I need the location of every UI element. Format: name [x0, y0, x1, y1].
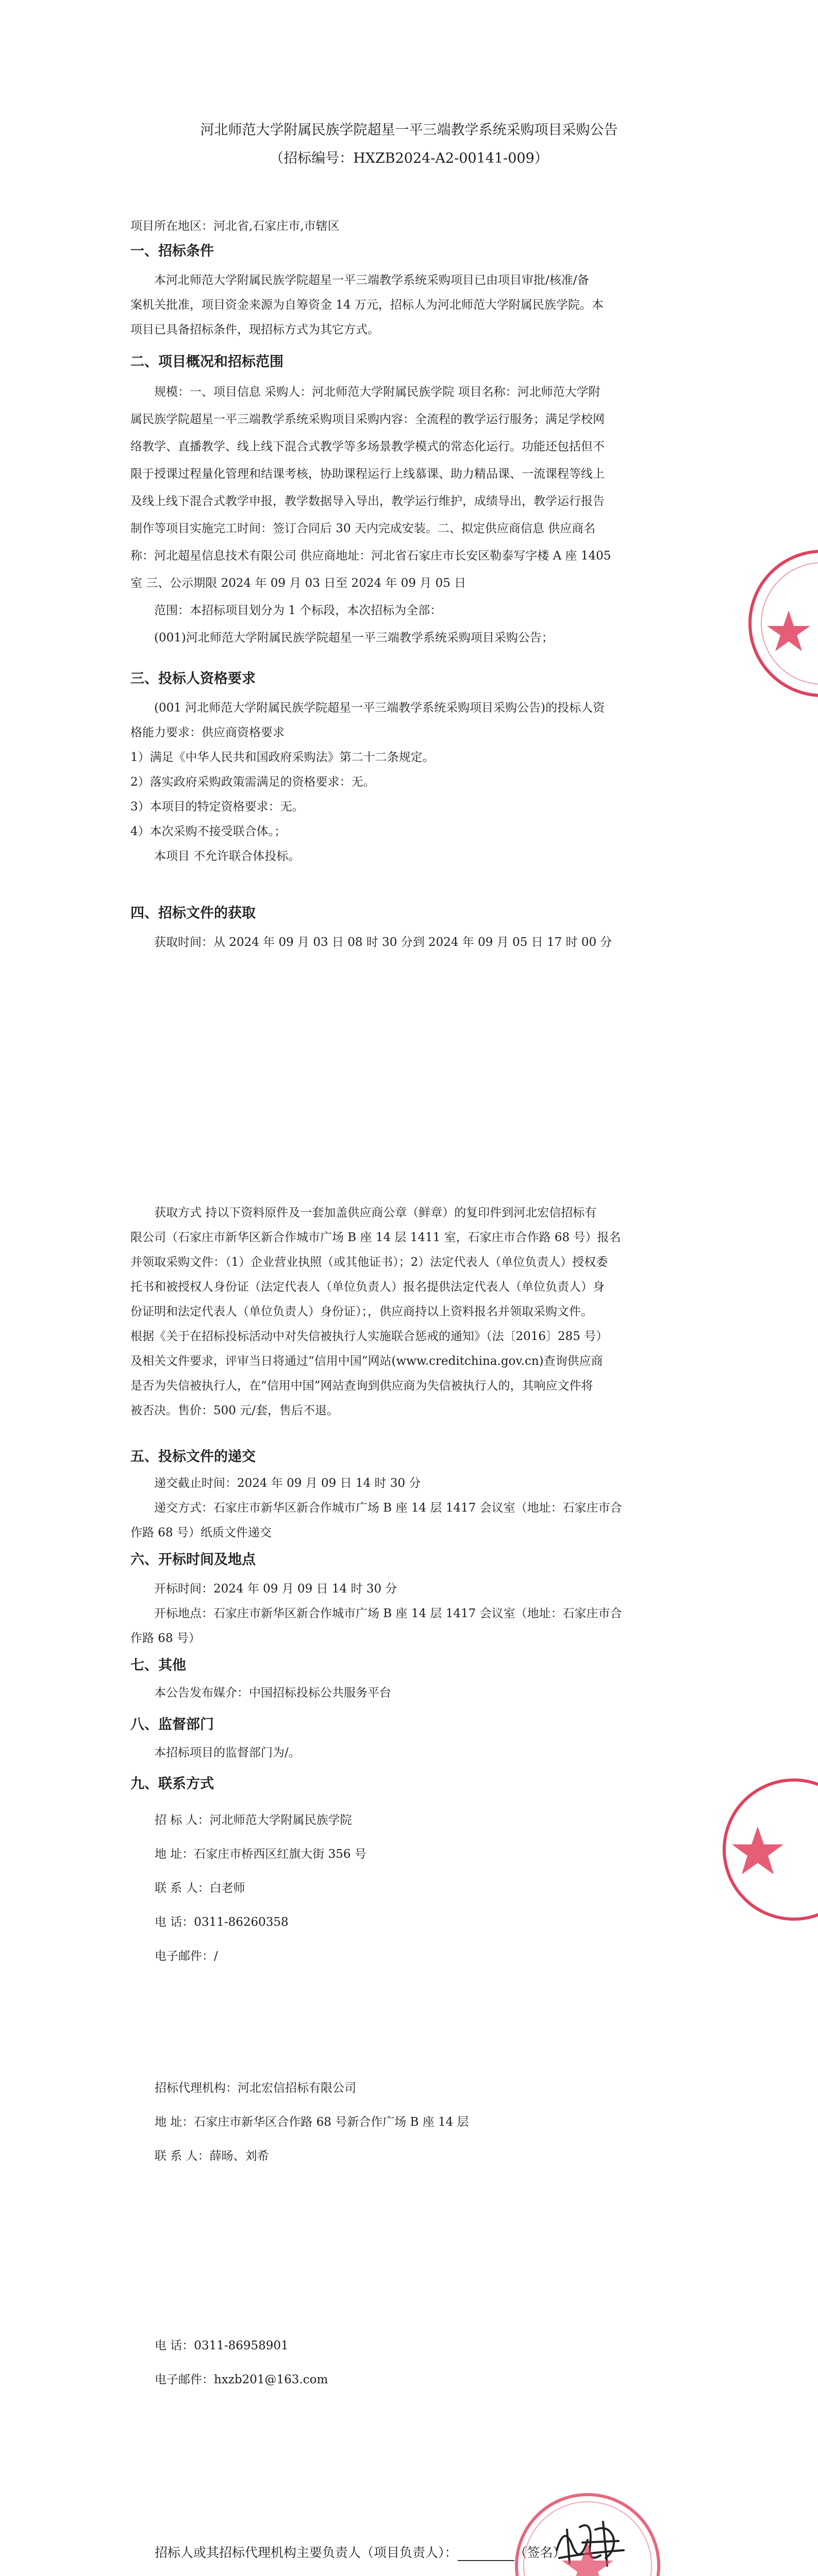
text-line: 称：河北超星信息技术有限公司 供应商地址：河北省石家庄市长安区勒泰写字楼 A 座 1405	[130, 549, 611, 563]
text-line: 室 三、公示期限 2024 年 09 月 03 日至 2024 年 09 月 05 日	[130, 577, 466, 590]
text-line: 递交截止时间：2024 年 09 月 09 日 14 时 30 分	[154, 1477, 421, 1490]
seal-stamp-icon	[686, 1772, 818, 1929]
contact-line: 电子邮件：hxzb201@163.com	[155, 2373, 328, 2386]
scope-line: 范围：本招标项目划分为 1 个标段，本次招标为全部：	[154, 604, 442, 617]
contact-line: 联 系 人：白老师	[155, 1882, 245, 1895]
text-line: 托书和被授权人身份证（法定代表人（单位负责人）报名提供法定代表人（单位负责人）身	[130, 1280, 605, 1294]
text-line: 及相关文件要求，评审当日将通过“信用中国”网站(www.creditchina.gov.cn)查询供应商	[130, 1354, 603, 1368]
tenderer-contact	[155, 1803, 366, 1973]
announcement-title: 河北师范大学附属民族学院超星一平三端教学系统采购项目采购公告	[200, 122, 618, 138]
signature-person-label: 招标人或其招标代理机构主要负责人（项目负责人）：	[155, 2545, 458, 2560]
text-line: 开标地点：石家庄市新华区新合作城市广场 B 座 14 层 1417 会议室（地址：石家庄市合	[154, 1607, 622, 1620]
section-heading-submission: 五、投标文件的递交	[130, 1449, 256, 1465]
company-seal-icon	[510, 2488, 665, 2576]
section-heading-overview: 二、项目概况和招标范围	[130, 354, 283, 370]
section-heading-other: 七、其他	[130, 1657, 186, 1673]
text-line: 本河北师范大学附属民族学院超星一平三端教学系统采购项目已由项目审批/核准/备	[154, 274, 589, 287]
text-line: (001 河北师范大学附属民族学院超星一平三端教学系统采购项目采购公告)的投标人资	[154, 701, 605, 715]
text-line: 并领取采购文件：（1）企业营业执照（或其他证书）；2）法定代表人（单位负责人）授权委	[130, 1256, 608, 1269]
contact-line: 地 址：石家庄市桥西区红旗大街 356 号	[155, 1848, 366, 1861]
text-line: 份证明和法定代表人（单位负责人）身份证）；，供应商持以上资料报名并领取采购文件。	[130, 1305, 593, 1318]
text-line: 根据《关于在招标投标活动中对失信被执行人实施联合惩戒的通知》（法〔2016〕285 号）	[130, 1330, 608, 1343]
text-line: 4）本次采购不接受联合体。；	[130, 825, 287, 838]
section-heading-contact: 九、联系方式	[130, 1776, 214, 1792]
text-line: 及线上线下混合式教学申报，教学数据导入导出，教学运行维护，成绩导出，教学运行报告	[130, 495, 605, 508]
section-heading-qualifications: 三、投标人资格要求	[130, 671, 256, 687]
text-line: 开标时间：2024 年 09 月 09 日 14 时 30 分	[154, 1582, 397, 1596]
text-line: 属民族学院超星一平三端教学系统采购项目采购内容：全流程的教学运行服务；满足学校网	[130, 413, 605, 426]
signature-blank	[458, 2545, 514, 2561]
publication-media: 本公告发布媒介：中国招标投标公共服务平台	[154, 1686, 391, 1700]
section-heading-opening: 六、开标时间及地点	[130, 1552, 256, 1568]
text-line: 获取方式 持以下资料原件及一套加盖供应商公章（鲜章）的复印件到河北宏信招标有	[154, 1206, 597, 1219]
signature-person-suffix: （签名）	[514, 2545, 566, 2560]
overview-body	[130, 379, 692, 652]
text-line: 制作等项目实施完工时间：签订合同后 30 天内完成安装。二、拟定供应商信息 供应商名	[130, 522, 596, 535]
contact-line: 联 系 人：薛旸、刘希	[155, 2149, 269, 2163]
text-line: 1）满足《中华人民共和国政府采购法》第二十二条规定。	[130, 751, 435, 764]
text-line: 2）落实政府采购政策需满足的资格要求：无。	[130, 775, 375, 789]
contact-line: 电 话：0311-86260358	[155, 1916, 289, 1929]
contact-line: 招 标 人：河北师范大学附属民族学院	[155, 1814, 352, 1827]
contact-line: 电 话：0311-86958901	[155, 2339, 289, 2352]
supervision-line: 本招标项目的监督部门为/。	[154, 1746, 301, 1759]
text-line: 作路 68 号）	[130, 1632, 201, 1645]
agency-contact	[155, 2071, 469, 2173]
text-line: 本项目 不允许联合体投标。	[154, 850, 301, 863]
lot-line: (001)河北师范大学附属民族学院超星一平三端教学系统采购项目采购公告；	[154, 631, 554, 645]
qualifications-body	[130, 696, 692, 869]
opening-body	[130, 1577, 692, 1651]
text-line: 项目已具备招标条件，现招标方式为其它方式。	[130, 323, 379, 336]
text-line: 是否为失信被执行人，在“信用中国”网站查询到供应商为失信被执行人的，其响应文件将	[130, 1379, 593, 1393]
text-line: 限公司（石家庄市新华区新合作城市广场 B 座 14 层 1411 室，石家庄市合作路 68 号）报名	[130, 1231, 621, 1244]
text-line: 作路 68 号）纸质文件递交	[130, 1526, 272, 1539]
signature-line-person	[155, 2543, 566, 2561]
project-location: 项目所在地区：河北省,石家庄市,市辖区	[130, 219, 340, 233]
section-heading-documents: 四、招标文件的获取	[130, 905, 256, 921]
tender-code: （招标编号：HXZB2024-A2-00141-009）	[270, 150, 548, 166]
conditions-body	[130, 268, 692, 342]
contact-line: 招标代理机构：河北宏信招标有限公司	[155, 2081, 356, 2095]
text-line: 格能力要求：供应商资格要求	[130, 726, 285, 739]
submission-body	[130, 1471, 692, 1545]
text-line: 递交方式：石家庄市新华区新合作城市广场 B 座 14 层 1417 会议室（地址：石家庄市合	[154, 1501, 622, 1515]
acquisition-time: 获取时间：从 2024 年 09 月 03 日 08 时 30 分到 2024 年 09 月 05 日 17 时 00 分	[154, 936, 612, 949]
acquisition-method	[130, 1200, 692, 1423]
agency-phone-email	[155, 2329, 328, 2397]
section-heading-conditions: 一、招标条件	[130, 243, 214, 259]
seal-stamp-icon	[737, 541, 818, 708]
text-line: 络教学、直播教学、线上线下混合式教学等多场景教学模式的常态化运行。功能还包括但不	[130, 440, 605, 453]
text-line: 规模：一、项目信息 采购人：河北师范大学附属民族学院 项目名称：河北师范大学附	[154, 385, 600, 399]
section-heading-supervision: 八、监督部门	[130, 1717, 214, 1733]
contact-line: 地 址：石家庄市新华区合作路 68 号新合作广场 B 座 14 层	[155, 2115, 469, 2129]
text-line: 限于授课过程量化管理和结课考核，协助课程运行上线慕课、助力精品课、一流课程等线上	[130, 467, 605, 481]
text-line: 3）本项目的特定资格要求：无。	[130, 800, 304, 814]
text-line: 案机关批准，项目资金来源为自筹资金 14 万元，招标人为河北师范大学附属民族学院。本	[130, 298, 604, 312]
text-line: 被否决。售价：500 元/套，售后不退。	[130, 1404, 339, 1417]
contact-line: 电子邮件：/	[155, 1950, 218, 1963]
